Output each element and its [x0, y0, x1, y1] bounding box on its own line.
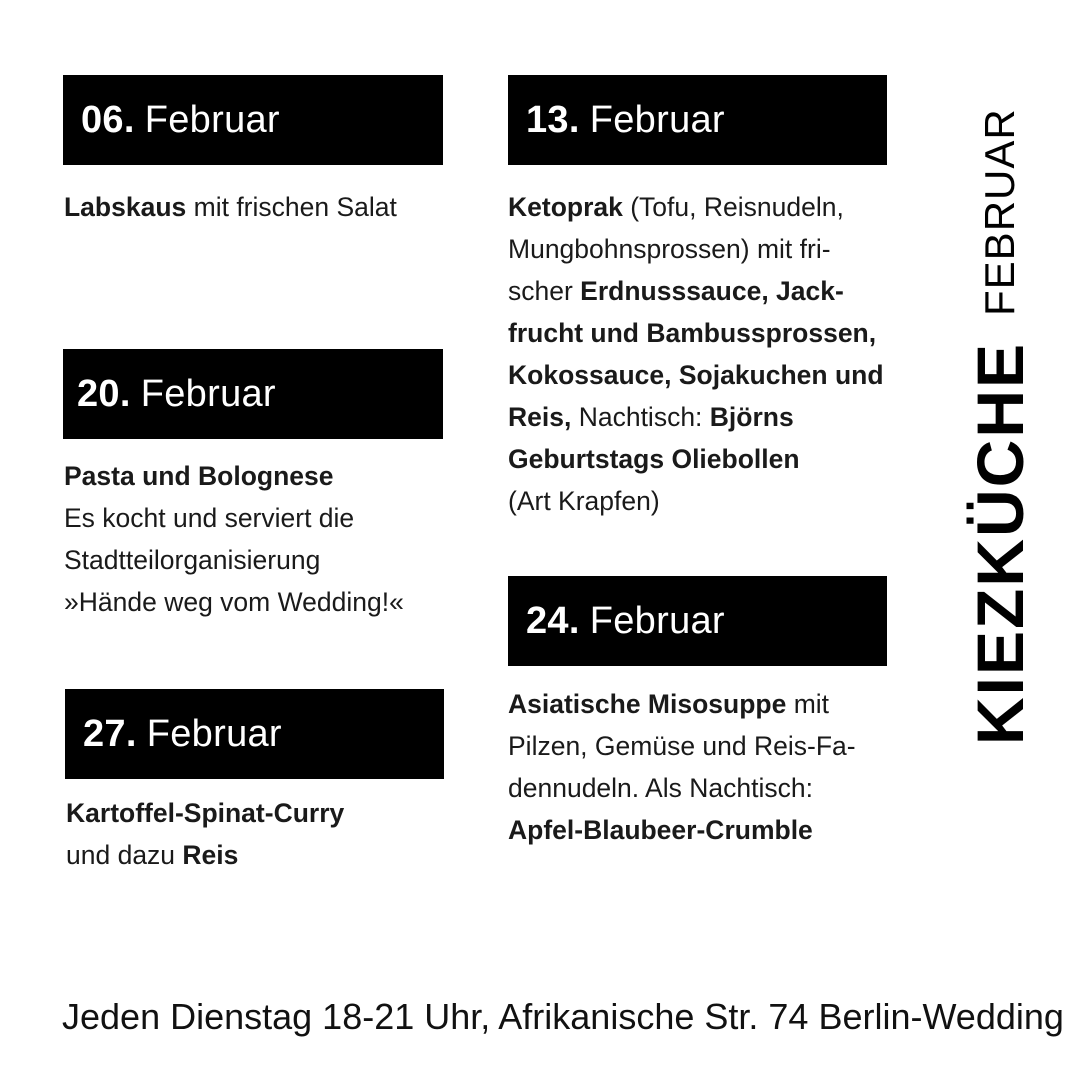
date-day: 27.	[83, 712, 137, 755]
date-day: 13.	[526, 98, 580, 141]
date-day: 20.	[77, 372, 131, 415]
date-header-feb-20	[63, 349, 443, 439]
menu-text-bold: Kartoffel-Spinat-Curry	[66, 798, 345, 828]
menu-text: Es kocht und serviert die	[64, 503, 355, 533]
menu-line	[508, 312, 898, 354]
date-header-feb-13	[508, 75, 887, 165]
menu-text: Pilzen, Gemüse und Reis-Fa-	[508, 731, 856, 761]
menu-text-feb-20	[64, 455, 444, 623]
menu-line	[508, 480, 898, 522]
menu-line	[64, 455, 444, 497]
menu-line	[508, 396, 898, 438]
title-month: FEBRUAR	[976, 108, 1023, 316]
menu-text-bold: Geburtstags Oliebollen	[508, 444, 800, 474]
menu-line	[508, 683, 898, 725]
vertical-title	[965, 105, 1035, 745]
menu-text: mit frischen Salat	[186, 192, 397, 222]
date-header-feb-06	[63, 75, 443, 165]
menu-line	[64, 539, 444, 581]
menu-text: Nachtisch:	[571, 402, 710, 432]
menu-text: dennudeln. Als Nachtisch:	[508, 773, 813, 803]
menu-text: »Hände weg vom Wedding!«	[64, 587, 404, 617]
menu-line	[64, 497, 444, 539]
menu-text-feb-06	[64, 186, 444, 228]
menu-line	[64, 186, 444, 228]
menu-line	[508, 228, 898, 270]
date-header-feb-27	[65, 689, 444, 779]
footer-schedule: Jeden Dienstag 18-21 Uhr, Afrikanische Str. 74 Berlin-Wedding	[62, 996, 1064, 1037]
date-header-feb-24	[508, 576, 887, 666]
date-month: Februar	[589, 98, 725, 141]
menu-line	[66, 834, 446, 876]
menu-text: Mungbohnsprossen) mit fri-	[508, 234, 831, 264]
menu-text: scher	[508, 276, 581, 306]
menu-text-bold: Asiatische Misosuppe	[508, 689, 787, 719]
menu-line	[508, 725, 898, 767]
menu-line	[508, 354, 898, 396]
date-month: Februar	[140, 372, 276, 415]
menu-line	[508, 767, 898, 809]
menu-text-bold: Ketoprak	[508, 192, 623, 222]
date-month: Februar	[144, 98, 280, 141]
menu-text: Stadtteilorganisierung	[64, 545, 321, 575]
menu-text-bold: Erdnusssauce, Jack-	[580, 276, 844, 306]
menu-text-feb-24	[508, 683, 898, 851]
date-day: 06.	[81, 98, 135, 141]
date-day: 24.	[526, 599, 580, 642]
menu-line	[508, 270, 898, 312]
menu-text-bold: Reis,	[508, 402, 572, 432]
date-month: Februar	[146, 712, 282, 755]
menu-text-bold: Apfel-Blaubeer-Crumble	[508, 815, 813, 845]
menu-text: (Art Krapfen)	[508, 486, 660, 516]
menu-text-bold: Kokossauce, Sojakuchen und	[508, 360, 884, 390]
menu-text: und dazu	[66, 840, 183, 870]
menu-text-bold: Labskaus	[64, 192, 187, 222]
menu-text: mit	[786, 689, 830, 719]
menu-line	[508, 438, 898, 480]
menu-line	[66, 792, 446, 834]
menu-text-bold: Björns	[709, 402, 794, 432]
menu-text-feb-27	[66, 792, 446, 876]
date-month: Februar	[589, 599, 725, 642]
menu-text: (Tofu, Reisnudeln,	[622, 192, 844, 222]
menu-line	[508, 186, 898, 228]
menu-line	[64, 581, 444, 623]
menu-text-bold: Pasta und Bolognese	[64, 461, 334, 491]
menu-text-bold: frucht und Bambussprossen,	[508, 318, 877, 348]
title-kiezkueche: KIEZKÜCHE	[963, 341, 1037, 745]
menu-line	[508, 809, 898, 851]
menu-text-bold: Reis	[182, 840, 239, 870]
menu-text-feb-13	[508, 186, 898, 522]
